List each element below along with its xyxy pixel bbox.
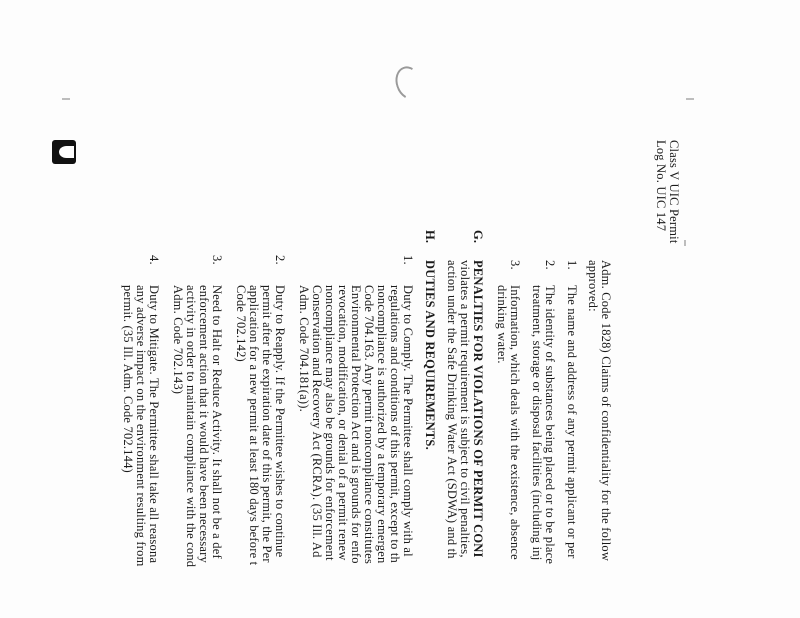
list-item: activity in order to maintain compliance with the cond <box>184 285 198 568</box>
section-text: action under the Safe Drinking Water Act (SDWA) and th <box>445 260 459 559</box>
list-number: 4. <box>147 255 161 265</box>
list-number: 3. <box>508 260 522 270</box>
list-item: Adm. Code 702.143) <box>171 285 185 395</box>
permit-title: Class V UIC Permit <box>667 140 681 244</box>
list-item: Code 702.142) <box>234 285 248 362</box>
list-number: 2. <box>543 260 557 270</box>
list-item: permit. (35 Ill. Adm. Code 702.144) <box>121 285 135 473</box>
list-item: Code 704.163. Any permit noncompliance constitutes <box>362 285 376 565</box>
list-item: The identity of substances being placed or to be place <box>543 285 557 565</box>
list-item: Information, which deals with the existence, absence <box>508 285 522 560</box>
confidentiality-intro: approved: <box>586 260 600 312</box>
section-heading: PENALTIES FOR VIOLATIONS OF PERMIT CONI <box>471 260 485 558</box>
list-item: noncompliance is authorized by a temporary emergen <box>375 285 389 564</box>
section-letter: G. <box>471 230 485 244</box>
list-item: Environmental Protection Act and is grounds for enfo <box>349 285 363 564</box>
list-item: noncompliance may also be grounds for enforcement <box>323 285 337 561</box>
list-item: regulations and conditions of this permit, except to th <box>388 285 402 563</box>
list-item: drinking water. <box>495 285 509 364</box>
list-number: 2. <box>273 255 287 265</box>
section-heading: DUTIES AND REQUIREMENTS. <box>423 260 437 450</box>
list-item: Conservation and Recovery Act (RCRA). (35 Ill. Ad <box>310 285 324 558</box>
list-item: Duty to Comply. The Permittee shall comply with al <box>401 285 415 557</box>
list-item: Adm. Code 704.181(a)). <box>297 285 311 412</box>
list-item: The name and address of any permit applicant or per <box>565 285 579 559</box>
list-number: 1. <box>565 260 579 270</box>
list-item: Duty to Mitigate. The Permittee shall take all reasona <box>147 285 161 564</box>
list-item: permit after the expiration date of this permit, the Per <box>260 285 274 563</box>
list-item: Need to Halt or Reduce Activity. It shall not be a def <box>210 285 224 559</box>
section-text: violates a permit requirement is subject to civil penalties, <box>458 260 472 558</box>
log-number: Log No. UIC 147 <box>654 140 668 232</box>
document-body <box>80 140 680 618</box>
list-item: application for a new permit at least 180 days before t <box>247 285 261 566</box>
list-item: treatment, storage or disposal facilities (including inj <box>530 285 544 561</box>
list-item: revocation, modification, or denial of a permit renew <box>336 285 350 561</box>
confidentiality-intro: Adm. Code 1828) Claims of confidentiality for the follow <box>599 260 613 562</box>
list-number: 3. <box>210 255 224 265</box>
list-number: 1. <box>401 255 415 265</box>
list-item: enforcement action that it would have been necessary <box>197 285 211 563</box>
section-letter: H. <box>423 230 437 244</box>
list-item: Duty to Reapply. If the Permittee wishes to continue <box>273 285 287 558</box>
list-item: any adverse impact on the environment resulting from <box>134 285 148 567</box>
